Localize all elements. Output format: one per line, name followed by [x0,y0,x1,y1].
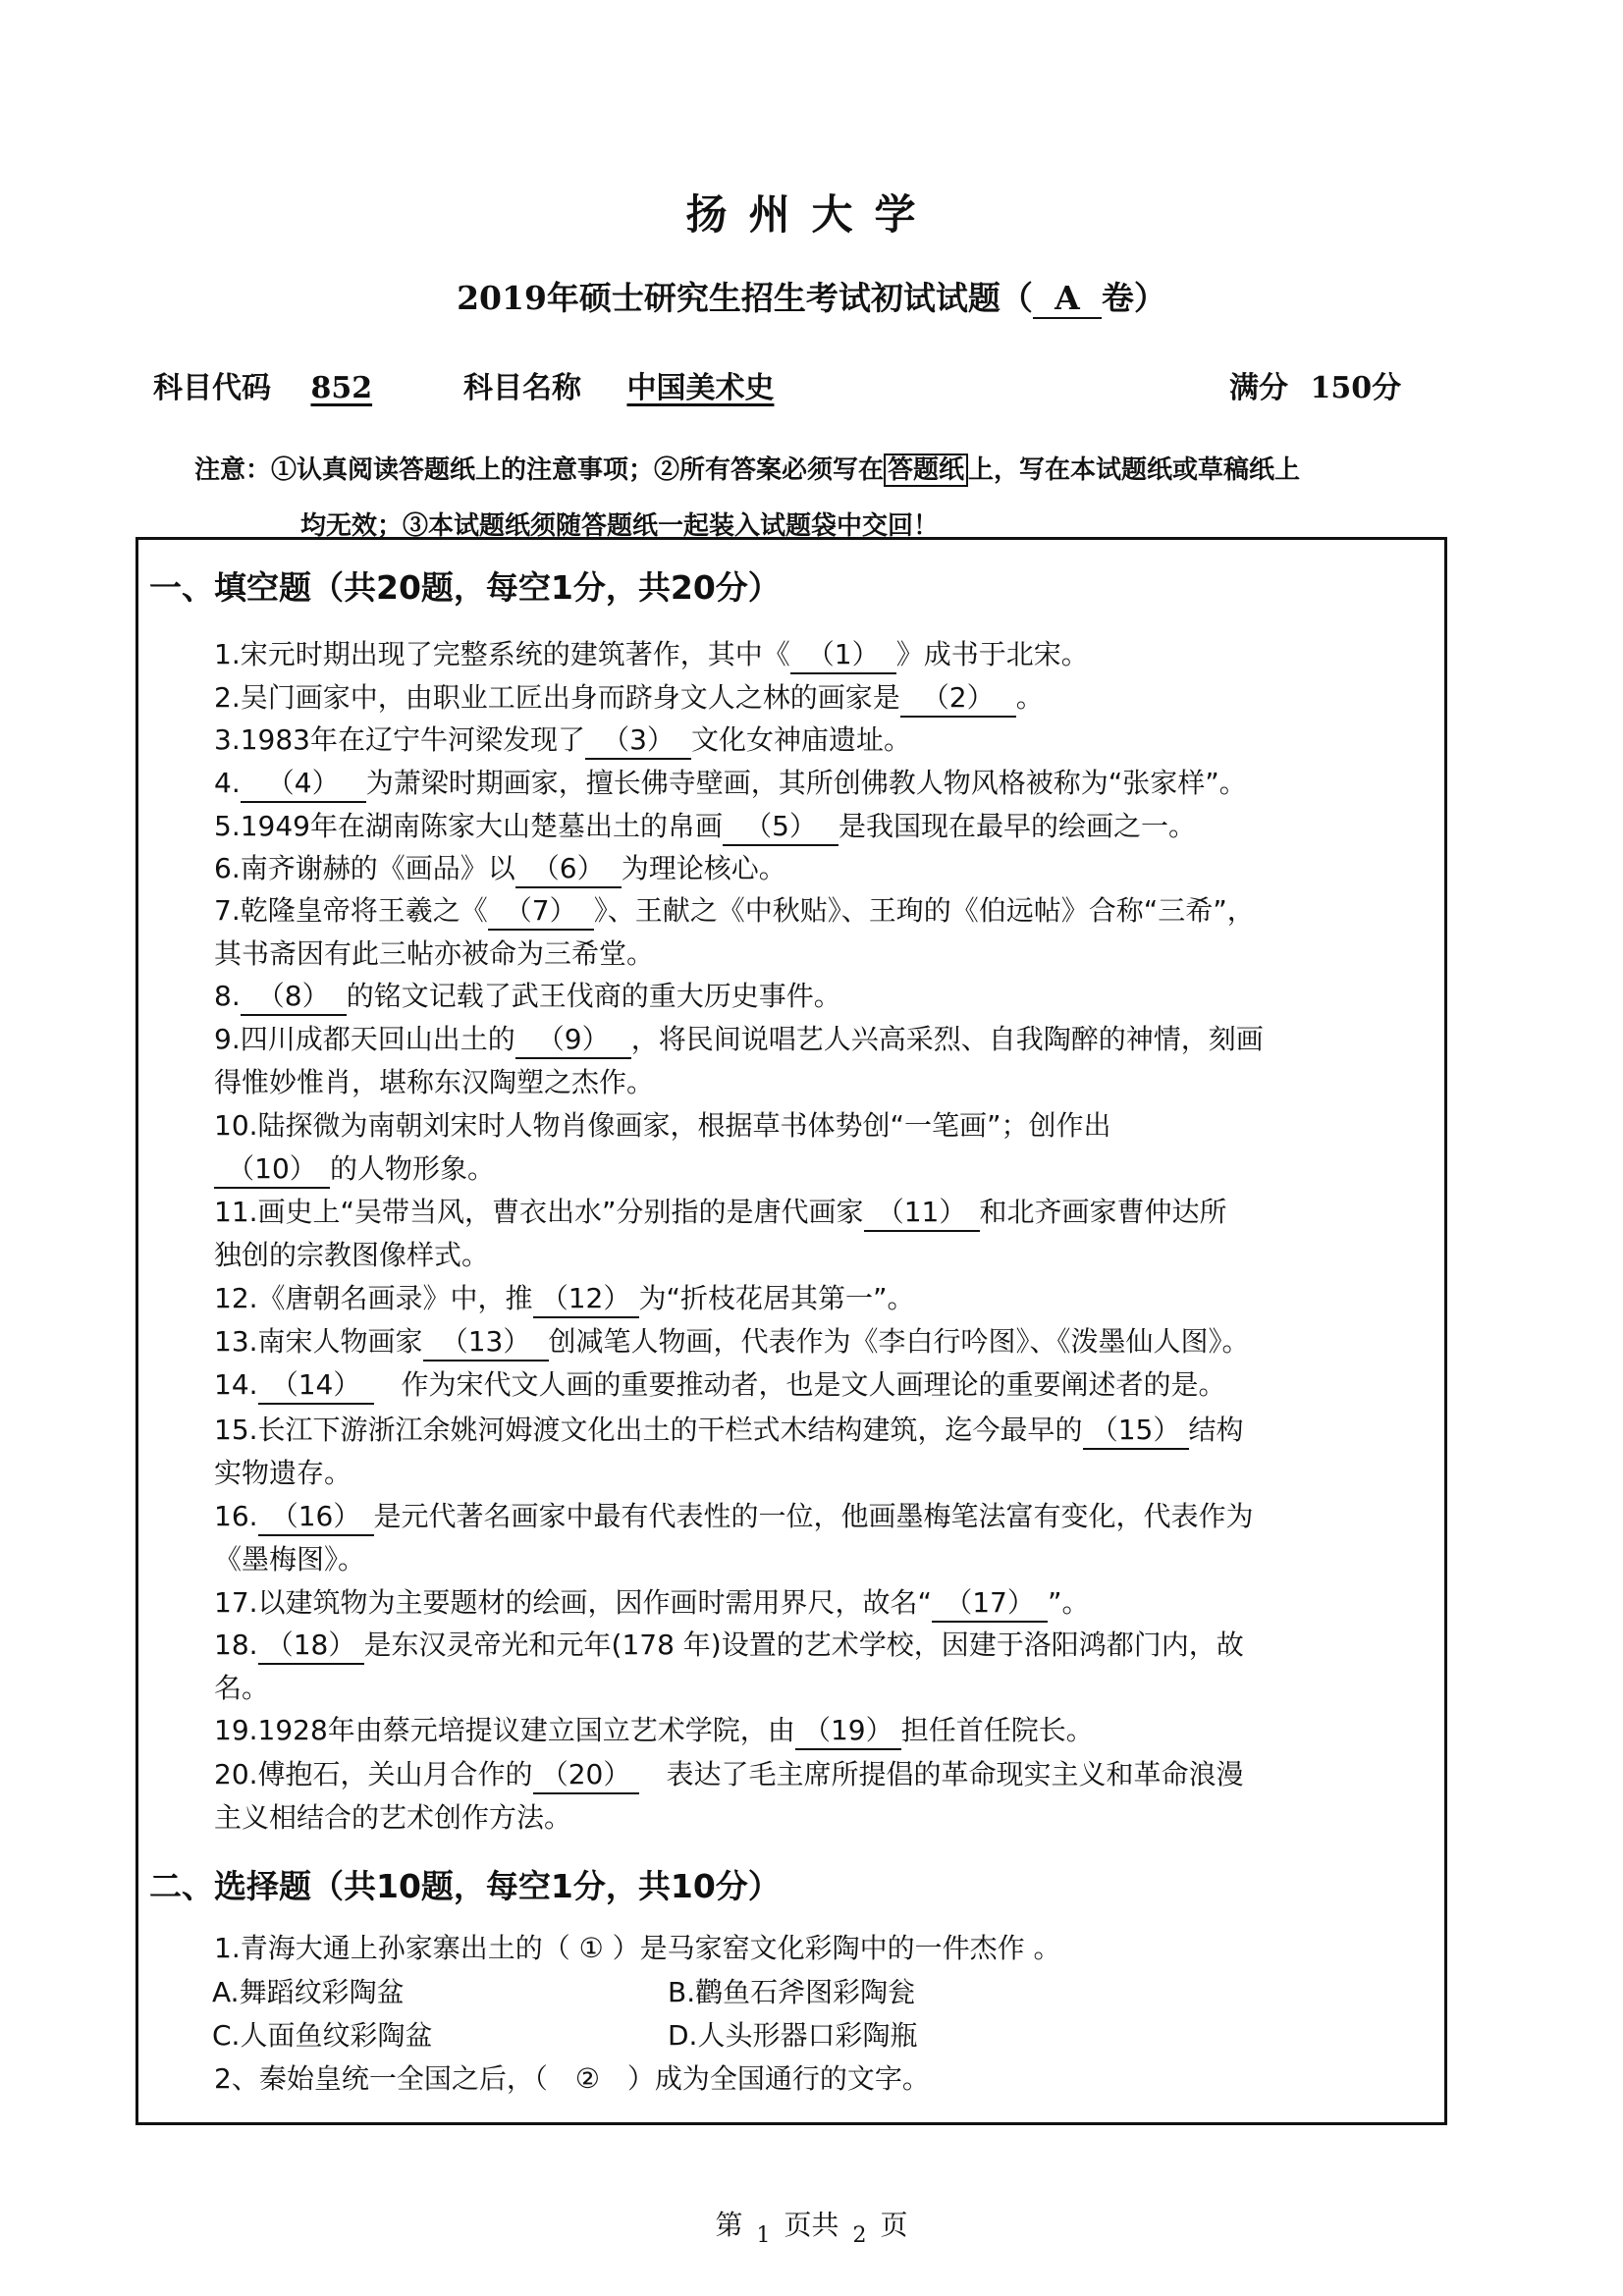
question-17: 17.以建筑物为主要题材的绘画，因作画时需用界尺，故名“ （17） ”。 [214,1581,1090,1623]
question-16-cont: 《墨梅图》。 [214,1543,366,1575]
blank-18: （18） [258,1624,364,1665]
question-8: 8. （8） 的铭文记载了武王伐商的重大历史事件。 [214,975,841,1016]
question-14: 14. （14） 作为宋代文人画的重要推动者，也是文人画理论的重要阐述者的是。 [214,1363,1226,1405]
question-9-cont: 得惟妙惟肖，堪称东汉陶塑之杰作。 [214,1066,655,1098]
exam-title-prefix: 2019年硕士研究生招生考试初试试题（ [457,279,1033,317]
question-12: 12.《唐朝名画录》中，推 （12） 为“折枝花居其第一”。 [214,1277,915,1318]
question-9: 9.四川成都天回山出土的 （9） ，将民间说唱艺人兴高采烈、自我陶醉的神情，刻画 [214,1018,1264,1059]
question-11: 11.画史上“吴带当风，曹衣出水”分别指的是唐代画家 （11） 和北齐画家曹仲达所 [214,1191,1227,1232]
page-indicator: 第 $_1$ 页共 $_2$ 页 [715,2209,908,2248]
exam-title [0,273,1623,319]
choice-1-option-c: C.人面鱼纹彩陶盆 [212,2019,433,2052]
question-18-cont: 名。 [214,1672,270,1704]
blank-16: （16） [258,1495,374,1536]
blank-15: （15） [1083,1409,1189,1450]
subject-name-row [463,363,774,406]
university-title: 扬州大学 [685,190,938,239]
question-5: 5.1949年在湖南陈家大山楚墓出土的帛画 （5） 是我国现在最早的绘画之一。 [214,805,1196,846]
full-score-label: 满分 [1229,371,1288,405]
notice-text-1: ①认真阅读答题纸上的注意事项；②所有答案必须写在 [271,455,885,485]
question-10-cont: （10） 的人物形象。 [214,1148,495,1189]
subject-code: 852 [310,371,373,405]
blank-7: （7） [488,889,594,931]
subject-name-label: 科目名称 [463,371,581,405]
question-20: 20.傅抱石，关山月合作的 （20） 表达了毛主席所提倡的革命现实主义和革命浪漫 [214,1753,1244,1794]
choice-1-option-b: B.鹳鱼石斧图彩陶瓮 [668,1976,916,2008]
question-6: 6.南齐谢赫的《画品》以 （6） 为理论核心。 [214,847,786,888]
blank-19: （19） [795,1709,901,1750]
blank-6: （6） [515,847,622,888]
question-19: 19.1928年由蔡元培提议建立国立艺术学院，由 （19） 担任首任院长。 [214,1709,1094,1750]
question-1: 1.宋元时期出现了完整系统的建筑著作，其中《 （1） 》成书于北宋。 [214,633,1089,674]
notice-label: 注意： [194,455,272,485]
blank-12: （12） [533,1277,639,1318]
blank-2: （2） [900,676,1016,718]
paper-version: A [1033,279,1102,319]
question-4: 4. （4） 为萧梁时期画家，擅长佛寺壁画，其所创佛教人物风格被称为“张家样”。 [214,762,1247,803]
total-pages: 2 [852,2223,867,2248]
blank-4: （4） [241,762,366,803]
blank-17: （17） [932,1581,1048,1623]
question-7-cont: 其书斋因有此三帖亦被命为三希堂。 [214,937,655,970]
question-20-cont: 主义相结合的艺术创作方法。 [214,1801,572,1834]
notice-line-1 [194,450,1300,486]
question-16: 16. （16） 是元代著名画家中最有代表性的一位，他画墨梅笔法富有变化，代表作为 [214,1495,1254,1536]
question-15-cont: 实物遗存。 [214,1457,352,1489]
blank-9: （9） [515,1018,631,1059]
choice-1-option-d: D.人头形器口彩陶瓶 [668,2019,918,2052]
question-3: 3.1983年在辽宁牛河梁发现了 （3） 文化女神庙遗址。 [214,719,911,760]
current-page: 1 [756,2223,771,2248]
subject-code-label: 科目代码 [153,371,271,405]
section2-heading: 二、选择题（共10题，每空1分，共10分） [149,1867,781,1905]
question-2: 2.吴门画家中，由职业工匠出身而跻身文人之林的画家是 （2） 。 [214,676,1044,718]
choice-question-2: 2、秦始皇统一全国之后，（ ② ）成为全国通行的文字。 [214,2062,930,2095]
answer-sheet-boxed: 答题纸 [884,454,968,487]
question-11-cont: 独创的宗教图像样式。 [214,1239,490,1271]
subject-name: 中国美术史 [626,371,775,405]
blank-5: （5） [723,805,839,846]
notice-text-2: 上，写在本试题纸或草稿纸上 [968,455,1301,485]
blank-3: （3） [585,719,691,760]
exam-title-suffix: 卷） [1101,279,1166,317]
notice-line-2: 均无效；③本试题纸须随答题纸一起装入试题袋中交回！ [300,511,940,541]
question-7: 7.乾隆皇帝将王羲之《 （7） 》、王献之《中秋贴》、王珣的《伯远帖》合称“三希”， [214,889,1255,931]
full-score: 150分 [1310,371,1402,405]
question-18: 18. （18） 是东汉灵帝光和元年(178 年)设置的艺术学校，因建于洛阳鸿都门内，故 [214,1624,1244,1665]
full-score-row [1229,363,1401,406]
blank-20: （20） [533,1753,639,1794]
question-10: 10.陆探微为南朝刘宋时人物肖像画家，根据草书体势创“一笔画”；创作出 [214,1109,1111,1142]
question-13: 13.南宋人物画家 （13） 创减笔人物画，代表作为《李白行吟图》、《泼墨仙人图》。 [214,1320,1250,1362]
blank-1: （1） [790,633,896,674]
blank-14: （14） [258,1363,374,1405]
choice-1-option-a: A.舞蹈纹彩陶盆 [212,1976,405,2008]
subject-code-row [153,363,372,406]
section1-heading: 一、填空题（共20题，每空1分，共20分） [149,568,781,607]
blank-8: （8） [241,975,347,1016]
question-15: 15.长江下游浙江余姚河姆渡文化出土的干栏式木结构建筑，迄今最早的 （15） 结构 [214,1409,1244,1450]
choice-question-1: 1.青海大通上孙家寨出土的（ ① ）是马家窑文化彩陶中的一件杰作 。 [214,1932,1061,1964]
blank-13: （13） [423,1320,549,1362]
blank-11: （11） [864,1191,980,1232]
blank-10: （10） [214,1148,330,1189]
